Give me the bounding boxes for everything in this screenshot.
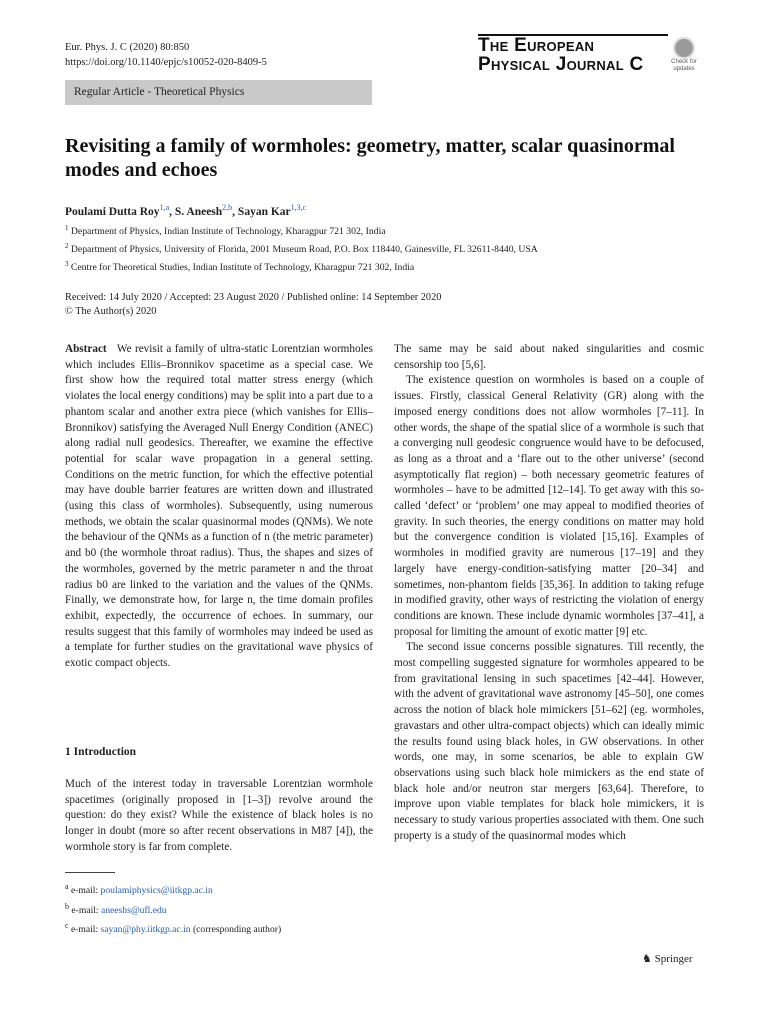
author-name: S. Aneesh: [174, 205, 223, 218]
paper-title: Revisiting a family of wormholes: geometry, matter, scalar quasinormal modes and echoes: [65, 135, 675, 181]
journal-line-2: Physical Journal C: [478, 54, 644, 75]
author-sup[interactable]: 1,a: [159, 203, 170, 212]
author-name: Sayan Kar: [237, 205, 291, 218]
publisher-mark: [642, 952, 693, 965]
check-for-updates-badge[interactable]: [666, 37, 702, 73]
email-link[interactable]: aneeshs@ufl.edu: [100, 904, 167, 916]
journal-logo: [478, 36, 644, 74]
paragraph: The second issue concerns possible signatures. Till recently, the most compelling suggested signature for wormholes appeared to be from gravitational lensing in such spacetimes [42–44]. However, with the advent of gravitational wave astronomy [45–50], one comes across the notion of black hole mimickers [51–62] (eg. wormholes, gravastars and other ultra-compact objects) which can ideally mimic the results found using black holes, in GW observations. In other words, one may, in some scenarios, be able to explain GW observations using such black hole mimickers as the end state of black hole and/or neutron star mergers [63,64]. Therefore, to improve upon viable templates for black hole mimickers, it is necessary to study various properties associated with them. One such property is a study of the quasinormal modes which: [394, 641, 704, 842]
right-column: [394, 342, 704, 845]
publisher-name: Springer: [654, 953, 693, 965]
author-list: Poulami Dutta Roy$^{1,a}$, S. Aneesh$^{2,b}$, Sayan Kar$^{1,3,c}$: [65, 203, 307, 218]
abstract: [65, 342, 373, 672]
copyright-line: © The Author(s) 2020: [65, 306, 157, 317]
footnote-rule: [65, 872, 115, 873]
footnote: $^a$ e-mail: poulamiphysics@iitkgp.ac.in: [65, 882, 213, 897]
email-link[interactable]: poulamiphysics@iitkgp.ac.in: [100, 885, 213, 897]
intro-paragraph: Much of the interest today in traversable Lorentzian wormhole spacetimes (originally proposed in [1–3]) revolve around the question: do they exist? While the existence of black holes is no longer in doubt (more so after recent observations in M87 [4]), the wormhole story is far from complete.: [65, 778, 373, 853]
affiliations: [65, 221, 538, 276]
affiliation: $^1$ Department of Physics, Indian Institute of Technology, Kharagpur 721 302, India: [65, 224, 386, 238]
springer-horse-icon: ♞: [642, 953, 652, 965]
check-label-2: updates: [673, 66, 695, 72]
citation: Eur. Phys. J. C (2020) 80:850: [65, 42, 190, 53]
paragraph: The same may be said about naked singularities and cosmic censorship too [5,6].: [394, 343, 704, 371]
paragraph: The existence question on wormholes is based on a couple of issues. Firstly, classical General Relativity (GR) along with the imposed energy conditions does not allow wormholes [7–11]. In other words, the shape of the spatial slice of a wormhole is such that a converging null geodesic congruence would have to be defocused, as long as a throat and a ‘flare out to the other universe’ (second asymptotically flat region) – both necessary geometric features of wormholes – have to be admitted [12–14]. To get away with this so-called ‘defect’ or ‘problem’ one may appeal to modified theories of gravity. In such theories, the energy conditions on matter may hold but the convergence condition is violated [15,16]. Examples of wormholes in modified gravity are numerous [17–19] and they largely have energy-condition-satisfying matter [20–34] and sometimes, non-phantom fields [35,36]. In addition to taking refuge in modified gravity, other ways of restricting the violation of energy conditions are known. These include dynamic wormholes [37–41], a proposal for limiting the amount of exotic matter [9] etc.: [394, 374, 704, 638]
publication-dates: [65, 291, 441, 319]
dates-line: Received: 14 July 2020 / Accepted: 23 August 2020 / Published online: 14 September 2020: [65, 292, 442, 303]
author-sup[interactable]: 2,b: [222, 203, 233, 212]
footnote: $^c$ e-mail: sayan@phy.iitkgp.ac.in (corresponding author): [65, 921, 282, 936]
author-name: Poulami Dutta Roy: [65, 205, 160, 218]
email-link[interactable]: sayan@phy.iitkgp.ac.in: [100, 924, 191, 936]
check-label-1: Check for: [671, 59, 697, 65]
affiliation: $^2$ Department of Physics, University of Florida, 2001 Museum Road, P.O. Box 118440, Gainesville, FL 32611-8440, USA: [65, 242, 538, 256]
crossmark-icon: [673, 37, 695, 59]
footnote: $^b$ e-mail: aneeshs@ufl.edu: [65, 901, 167, 916]
doi-link[interactable]: https://doi.org/10.1140/epjc/s10052-020-8409-5: [65, 57, 267, 68]
abstract-label: Abstract: [65, 343, 107, 355]
author-sup[interactable]: 1,3,c: [290, 203, 307, 212]
abstract-text: We revisit a family of ultra-static Lorentzian wormholes which includes Ellis–Bronnikov spacetime as a special case. We first show how the required total matter stress energy (which violates the local energy conditions) may be split into a part due to a phantom scalar and another extra piece (which vanishes for Ellis–Bronnikov) satisfying the Averaged Null Energy Condition (ANEC) along radial null geodesics. Thereafter, we examine the effective potential for scalar wave propagation in a general setting. Conditions on the metric function, for which the effective potential may have double barrier features are written down and illustrated (using this class of wormholes). Subsequently, using numerous methods, we obtain the scalar quasinormal modes (QNMs). We note the behaviour of the QNMs as a function of n (the metric parameter) and b0 (the wormhole throat radius). Thus, the shapes and sizes of the wormholes, governed by the metric parameter n and the throat radius b0 are linked to the variation and the values of the QNMs. Finally, we demonstrate how, for large n, the time domain profiles exhibit, expectedly, the occurrence of echoes. In summary, our results suggest that this family of wormholes may indeed be used as a template for further studies on the gravitational wave physics of exotic compact objects.: [65, 343, 373, 670]
header-meta: [65, 40, 267, 70]
footnotes: [65, 879, 281, 938]
affiliation: $^3$ Centre for Theoretical Studies, Indian Institute of Technology, Kharagpur 721 302, India: [65, 260, 415, 274]
journal-line-1: The European: [478, 35, 595, 56]
article-type: Regular Article - Theoretical Physics: [65, 80, 372, 105]
section-heading: 1 Introduction: [65, 746, 137, 758]
